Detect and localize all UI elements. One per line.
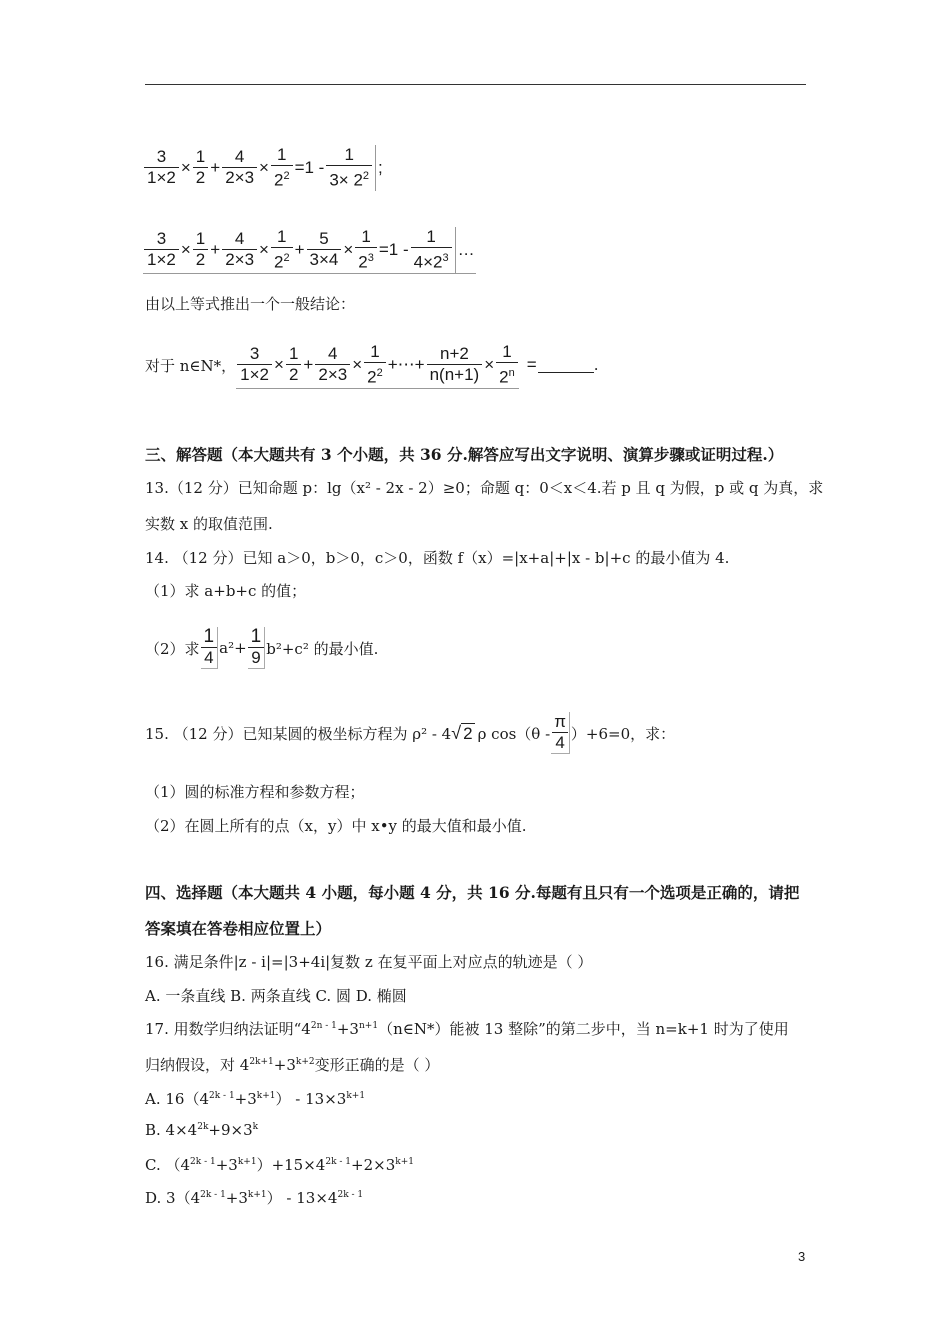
- fraction: $\frac{1}{2^2}$: [364, 342, 386, 388]
- q16-stem: 16. 满足条件|z - i|=|3+4i|复数 z 在复平面上对应点的轨迹是（ ）: [145, 953, 593, 971]
- q14-part2: （2）求 $\frac{1}{4}$ a²+ $\frac{1}{9}$ b²+c² 的最小值.: [145, 626, 379, 667]
- equation-3: 对于 n∈N*， $\frac{3}{1\times 2}$ × $\frac{1}{2}$ + $\frac{4}{2\times 3}$ × $\frac{1}{2^2}$ +⋯+ $\frac{n+2}{n(n+1)}$ × $\frac{1}{2^n}$ = .: [145, 342, 599, 387]
- q15-part2: （2）在圆上所有的点（x，y）中 x•y 的最大值和最小值.: [145, 817, 527, 835]
- section-4-title-line2: 答案填在答卷相应位置上）: [145, 919, 332, 938]
- fraction: $\frac{1}{2}$: [193, 229, 208, 270]
- equation-2: $\frac{3}{1\times 2}$ × $\frac{1}{2}$ + $\frac{4}{2\times 3}$ × $\frac{1}{2^2}$ + $\frac{5}{3\times 4}$ × $\frac{1}{2^3}$ =1 - $\frac{1}{4\times 2^3}$ …: [143, 227, 476, 274]
- fraction: $\frac{1}{2^2}$: [271, 145, 293, 191]
- sqrt-icon: √: [451, 722, 462, 743]
- q14-line1: 14. （12 分）已知 a＞0，b＞0，c＞0，函数 f（x）=|x+a|+|x - b|+c 的最小值为 4.: [145, 549, 730, 567]
- q13-line1: 13.（12 分）已知命题 p：lg（x² - 2x - 2）≥0；命题 q：0＜x＜4.若 p 且 q 为假，p 或 q 为真，求: [145, 479, 824, 497]
- fraction: $\frac{1}{2}$: [193, 147, 208, 188]
- fraction: $\frac{\pi}{4}$: [551, 712, 570, 754]
- fraction: $\frac{5}{3\times 4}$: [307, 229, 342, 270]
- q14-part1: （1）求 a+b+c 的值；: [145, 582, 307, 600]
- q13-line2: 实数 x 的取值范围.: [145, 515, 273, 533]
- q16-options: A. 一条直线 B. 两条直线 C. 圆 D. 椭圆: [145, 987, 407, 1005]
- q15-part1: （1）圆的标准方程和参数方程；: [145, 783, 365, 801]
- fraction: $\frac{1}{2^3}$: [355, 227, 377, 273]
- equation-1: $\frac{3}{1\times 2}$ × $\frac{1}{2}$ + $\frac{4}{2\times 3}$ × $\frac{1}{2^2}$ =1 - $\frac{1}{3\times 2^2}$ ;: [143, 145, 384, 191]
- fraction: $\frac{4}{2\times 3}$: [222, 229, 257, 270]
- section-3-title: 三、解答题（本大题共有 3 个小题，共 36 分.解答应写出文字说明、演算步骤或证明过程.）: [145, 445, 784, 464]
- fraction: $\frac{3}{1\times 2}$: [237, 344, 272, 385]
- answer-blank[interactable]: [538, 358, 594, 373]
- fraction: $\frac{1}{4\times 2^3}$: [411, 227, 456, 273]
- fraction: $\frac{1}{3\times 2^2}$: [326, 145, 376, 191]
- fraction: $\frac{1}{2}$: [286, 344, 301, 385]
- header-rule: [145, 84, 806, 85]
- q17-option-c: C. $(4^{2k - 1}+3^{k+1})+15\times 4^{2k - 1}+2\times 3^{k+1}$: [145, 1156, 414, 1174]
- page-number: 3: [798, 1249, 806, 1264]
- fraction: $\frac{4}{2\times 3}$: [315, 344, 350, 385]
- fraction: $\frac{1}{2^n}$: [496, 342, 518, 388]
- general-conclusion-intro: 由以上等式推出一个一般结论：: [145, 295, 356, 313]
- q17-line2: 归纳假设，对 $4^{2k+1}+3^{k+2}$变形正确的是（ ）: [145, 1056, 440, 1074]
- q15-stem: 15. （12 分）已知某圆的极坐标方程为 ρ² - 4 √ 2 ρ cos（θ - $\frac{\pi}{4}$ ）+6=0，求：: [145, 712, 676, 752]
- fraction: $\frac{n+2}{n(n+1)}$: [427, 344, 483, 385]
- fraction: $\frac{1}{2^2}$: [271, 227, 293, 273]
- fraction: $\frac{3}{1\times 2}$: [144, 147, 179, 188]
- q17-option-b: B. $4\times 4^{2k}+9\times 3^k$: [145, 1121, 259, 1139]
- section-4-title-line1: 四、选择题（本大题共 4 小题，每小题 4 分，共 16 分.每题有且只有一个选项是正确的，请把: [145, 883, 800, 902]
- q17-option-d: D. $3(4^{2k - 1}+3^{k+1}) - 13\times 4^{2k - 1}$: [145, 1189, 364, 1207]
- fraction: $\frac{3}{1\times 2}$: [144, 229, 179, 270]
- fraction: $\frac{1}{9}$: [248, 627, 266, 669]
- fraction: $\frac{1}{4}$: [201, 627, 219, 669]
- q17-line1: 17. 用数学归纳法证明“$4^{2n - 1}+3^{n+1}(n\in N*)$能被 13 整除”的第二步中，当 n=k+1 时为了使用: [145, 1020, 789, 1038]
- q17-option-a: A. $16(4^{2k - 1}+3^{k+1}) - 13\times 3^{k+1}$: [145, 1090, 366, 1108]
- fraction: $\frac{4}{2\times 3}$: [222, 147, 257, 188]
